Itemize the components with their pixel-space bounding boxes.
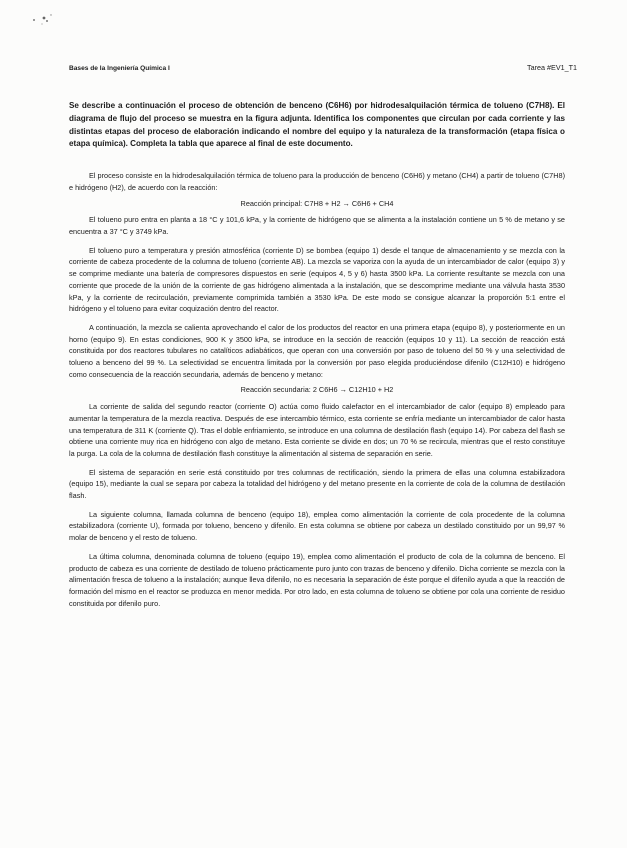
paragraph-mixing: El tolueno puro a temperatura y presión atmosférica (corriente D) se bombea (equipo 1) desde el tanque de almacenamiento y se mezcla con la corriente de cabeza procedente de la columna de tolueno (corriente AB). La mezcla se vaporiza con la ayuda de un intercambiador de calor (equipo 3) y se comprime mediante una batería de compresores dispuestos en serie (equipos 4, 5 y 6) hasta 3500 kPa. La corriente resultante se mezcla con una corriente que procede de la unión de la corriente de gas hidrógeno alimentada a la instalación, que se descomprime mediante una válvula hasta 3530 kPa, y la corriente de recirculación, previamente comprimida también a 3530 kPa. De este modo se consigue alcanzar la proporción 5:1 entre el hidrógeno y el tolueno para evitar coquización dentro del reactor. — [69, 245, 565, 314]
paragraph-toluene-column: La última columna, denominada columna de tolueno (equipo 19), emplea como alimentación el producto de cola de la columna de benceno. El producto de cabeza es una corriente de destilado de tolueno prácticamente puro junto con trazas de benceno y difenilo. Dicha corriente se mezcla con la alimentación fresca de tolueno a la instalación; aunque lleva difenilo, no es necesaria la separación de éste porque el difenilo ayuda a que la reacción de formación del mismo en el reactor se produzca en menor medida. Por otro lado, en esta columna de tolueno se obtiene por cola una corriente de residuo constituida por difenilo puro. — [69, 551, 565, 608]
course-title: Bases de la Ingeniería Química I — [69, 65, 170, 72]
intro-paragraph: Se describe a continuación el proceso de obtención de benceno (C6H6) por hidrodesalquilación térmica de tolueno (C7H8). El diagrama de flujo del proceso se muestra en la figura adjunta. Identifica los componentes que circulan por cada corriente y las distintas etapas del proceso de elaboración indicando el nombre del equipo y la naturaleza de la transformación (etapa física o etapa química). Completa la tabla que aparece al final de este documento. — [69, 101, 565, 149]
paragraph-reactor: A continuación, la mezcla se calienta aprovechando el calor de los productos del reactor en una primera etapa (equipo 8), y posteriormente en un horno (equipo 9). En estas condiciones, 900 K y 3500 kPa, se introduce en la sección de reacción (equipos 10 y 11). La sección de reacción está constituida por dos reactores tubulares no catalíticos adiabáticos, que operan con una conversión por paso de tolueno del 50 % y una selectividad de tolueno a benceno del 99 %. La selectividad se encuentra limitada por la conversión por paso elegida produciéndose difenilo (C12H10) e hidrógeno como consecuencia de la reacción secundaria, además de benceno y metano: — [69, 322, 565, 379]
reaction-main: Reacción principal: C7H8 + H2 → C6H6 + CH4 — [240, 198, 394, 208]
assignment-id: Tarea #EV1_T1 — [527, 63, 577, 72]
reaction-secondary: Reacción secundaria: 2 C6H6 → C12H10 + H2 — [240, 385, 394, 395]
paragraph-stabilizer: El sistema de separación en serie está constituido por tres columnas de rectificación, siendo la primera de ellas una columna estabilizadora (equipo 15), mediante la cual se separa por cabeza la totalidad del hidrógeno y del metano presente en la corriente de cola de la columna de destilación flash. — [69, 467, 565, 501]
paragraph-benzene-column: La siguiente columna, llamada columna de benceno (equipo 18), emplea como alimentación la corriente de cola procedente de la columna estabilizadora (corriente U), formada por tolueno, benceno y difenilo. En esta columna se obtiene por cabeza un destilado constituido por un 99,97 % molar de benceno y el resto de tolueno. — [69, 509, 565, 543]
scan-speck-marks — [30, 12, 58, 28]
paragraph-flash: La corriente de salida del segundo reactor (corriente O) actúa como fluido calefactor en el intercambiador de calor (equipo 8) empleado para aumentar la temperatura de la mezcla reactiva. Después de ese intercambio térmico, esta corriente se enfría mediante un intercambiador de calor hasta una temperatura de 311 K (corriente Q). Tras el doble enfriamiento, se introduce en una columna de destilación flash (equipo 14). Por cabeza del flash se obtiene una corriente muy rica en hidrógeno con algo de metano. Esta corriente se divide en dos; un 70 % se recircula, mientras que el resto constituye la purga. La cola de la columna de destilación flash constituye la alimentación al sistema de separación en serie. — [69, 402, 565, 458]
paragraph-feed: El tolueno puro entra en planta a 18 °C y 101,6 kPa, y la corriente de hidrógeno que se alimenta a la instalación contiene un 5 % de metano y se encuentra a 37 °C y 3749 kPa. — [69, 215, 565, 236]
paragraph-process: El proceso consiste en la hidrodesalquilación térmica de tolueno para la producción de benceno (C6H6) y metano (CH4) a partir de tolueno (C7H8) e hidrógeno (H2), de acuerdo con la reacción: — [69, 171, 565, 192]
document-body — [69, 100, 565, 616]
